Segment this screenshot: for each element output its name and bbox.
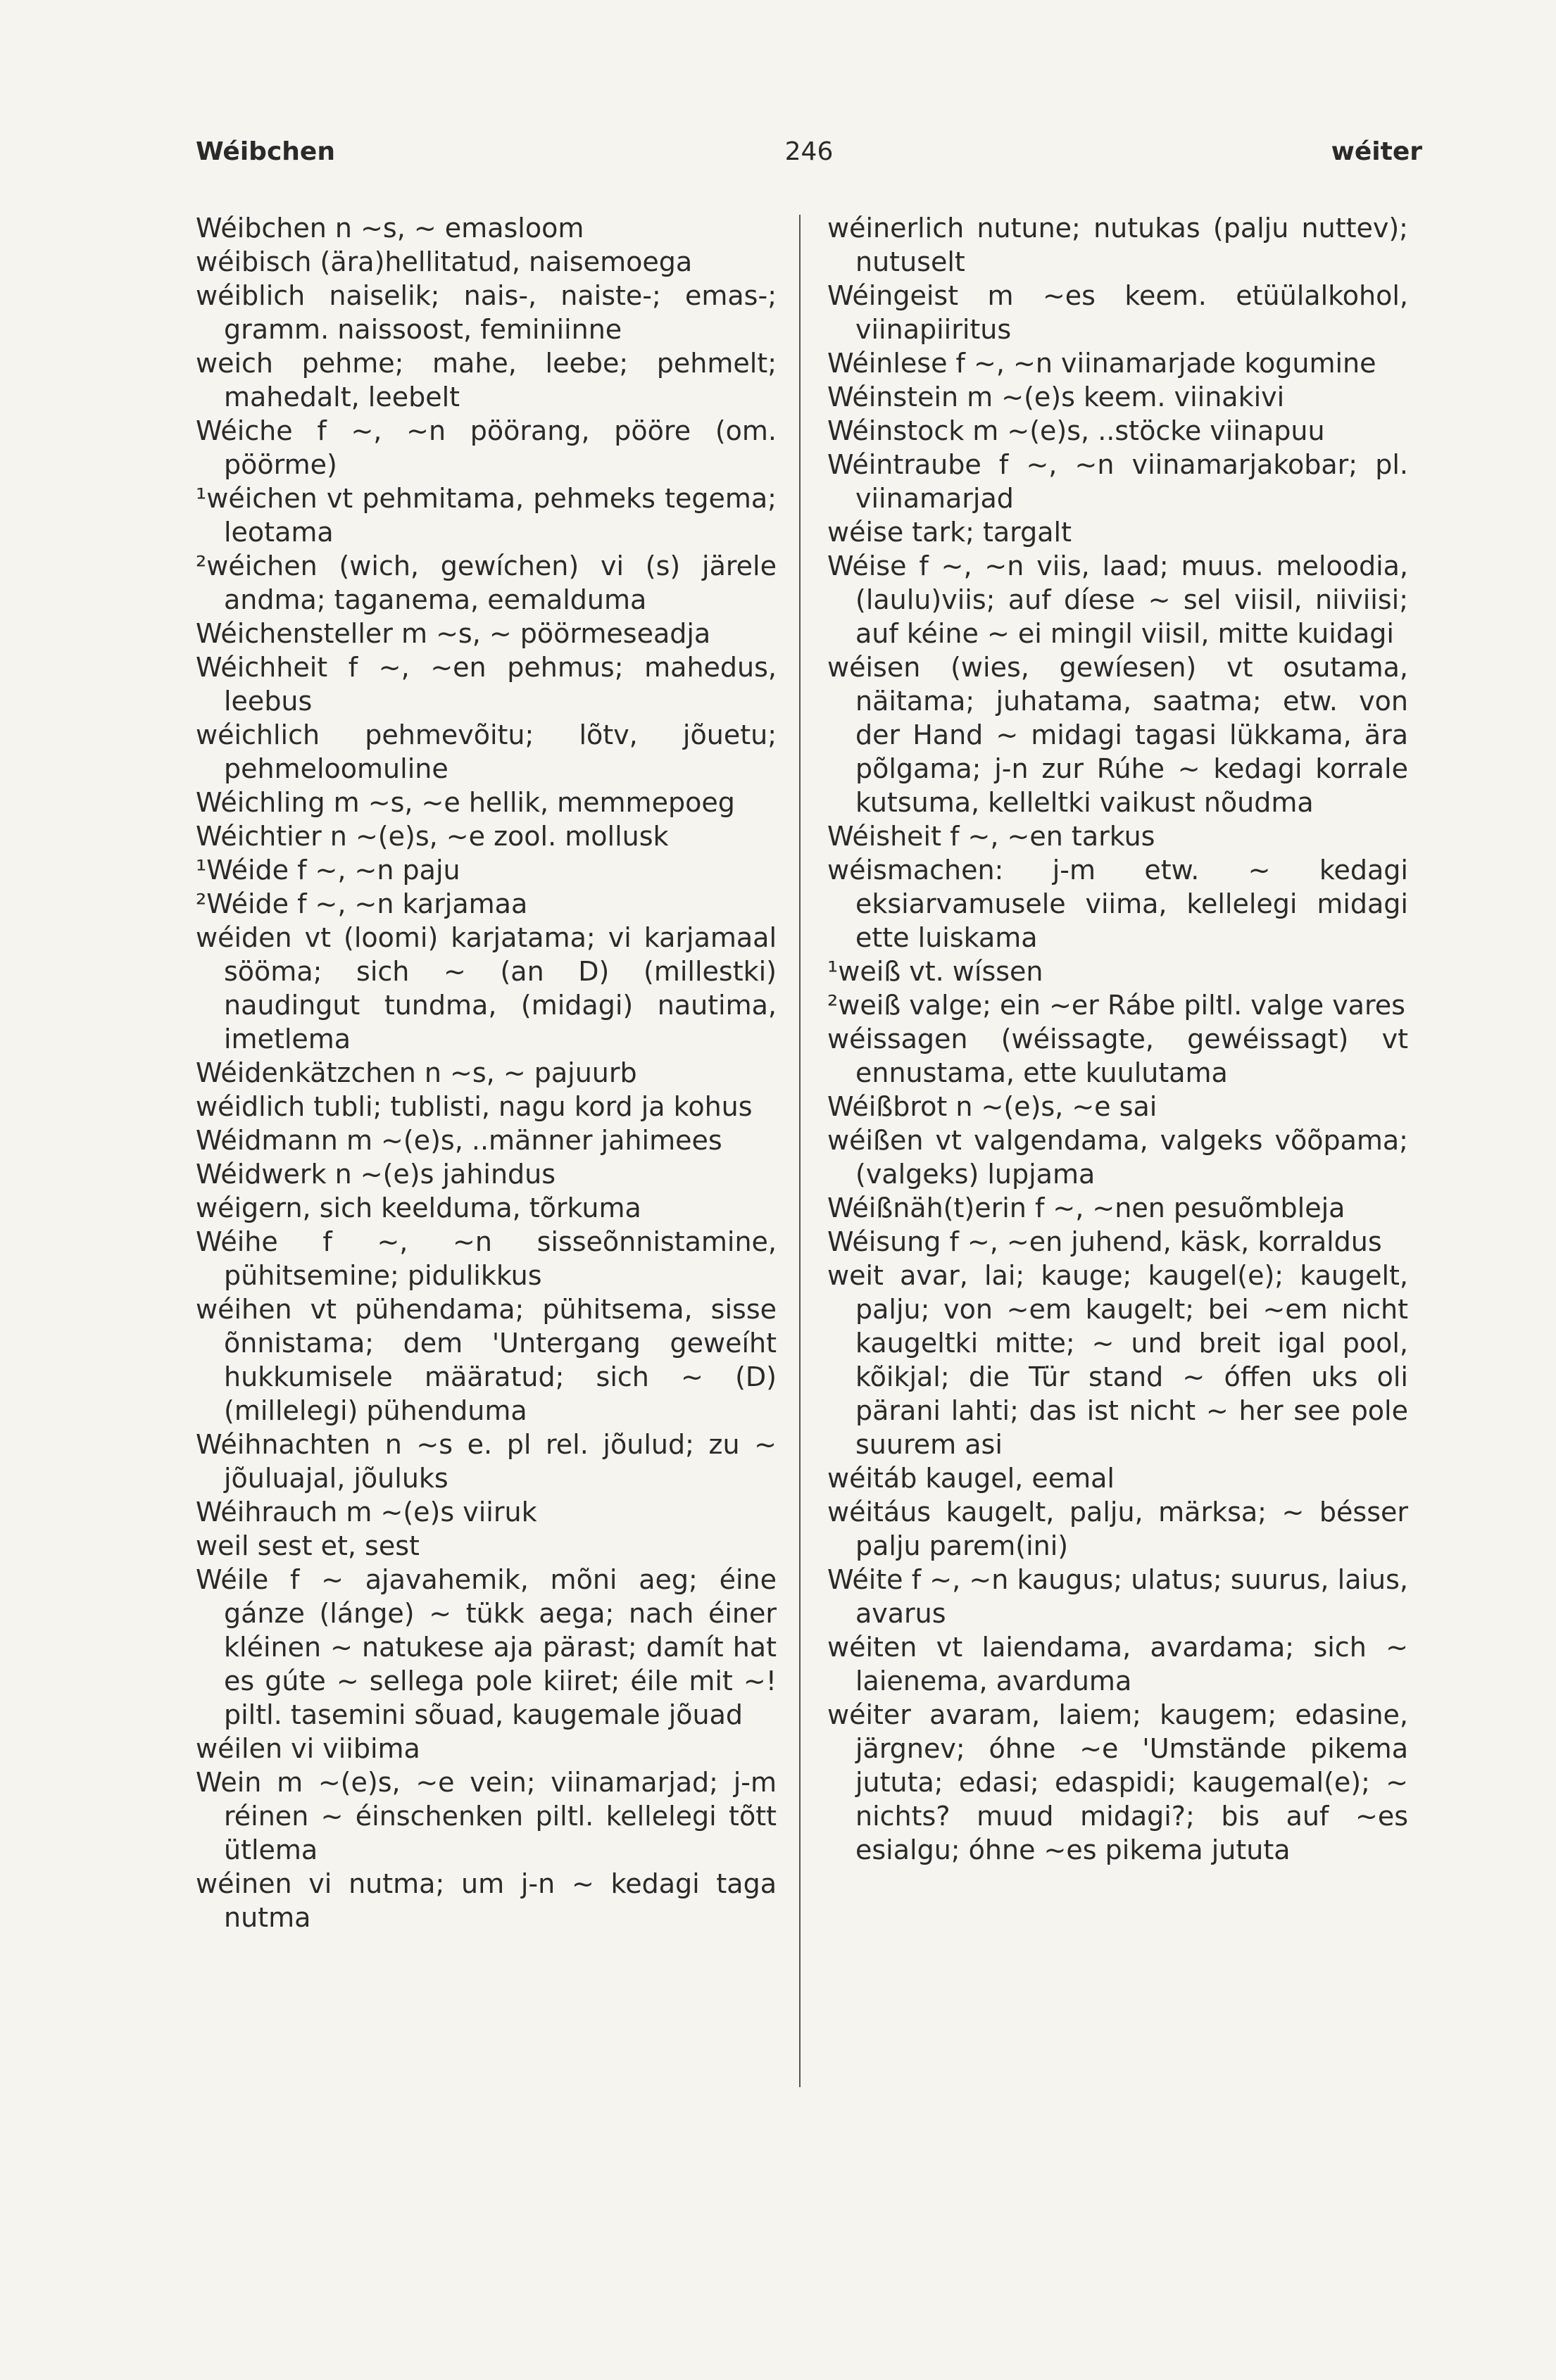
dictionary-entry: weil sest et, sest	[196, 1530, 420, 1561]
dictionary-entry: wéitáus kaugelt, palju, märksa; ~ bésser palju parem(ini)	[827, 1497, 1408, 1561]
dictionary-entry: wéiten vt laiendama, avardama; sich ~ laienema, avarduma	[827, 1632, 1408, 1696]
dictionary-entry: wéisen (wies, gewíesen) vt osutama, näitama; juhatama, saatma; etw. von der Hand ~ midagi tagasi lükkama, ära põlgama; j-n zur Rúhe ~ kedagi korrale kutsuma, kelleltki vaikust nõudma	[827, 652, 1408, 818]
left-column	[196, 211, 777, 1934]
dictionary-entry: Wéichling m ~s, ~e hellik, memmepoeg	[196, 787, 735, 818]
page-number: 246	[784, 137, 834, 166]
dictionary-entry: Wéintraube f ~, ~n viinamarjakobar; pl. viinamarjad	[827, 449, 1408, 514]
dictionary-entry: Wéinlese f ~, ~n viinamarjade kogumine	[827, 348, 1376, 379]
dictionary-entry: wéinen vi nutma; um j-n ~ kedagi taga nutma	[196, 1868, 777, 1933]
dictionary-entry: wéiter avaram, laiem; kaugem; edasine, järgnev; óhne ~e 'Umstände pikema jututa; edasi; edaspidi; kaugemal(e); ~ nichts? muud midagi?; bis auf ~es esialgu; óhne ~es pikema jututa	[827, 1699, 1408, 1865]
dictionary-entry: Wéidmann m ~(e)s, ..männer jahimees	[196, 1125, 722, 1156]
dictionary-entry: wéilen vi viibima	[196, 1733, 420, 1764]
dictionary-entry: Wéidwerk n ~(e)s jahindus	[196, 1159, 556, 1190]
dictionary-entry: wéigern, sich keelduma, tõrkuma	[196, 1192, 641, 1223]
dictionary-entry: Wéihnachten n ~s e. pl rel. jõulud; zu ~ jõuluajal, jõuluks	[196, 1429, 777, 1494]
dictionary-entry: wéidlich tubli; tublisti, nagu kord ja kohus	[196, 1091, 753, 1122]
dictionary-entry: Wéihrauch m ~(e)s viiruk	[196, 1497, 537, 1528]
dictionary-entry: wéibisch (ära)hellitatud, naisemoega	[196, 246, 693, 277]
dictionary-entry: wéinerlich nutune; nutukas (palju nuttev); nutuselt	[827, 213, 1408, 277]
dictionary-entry: Wéißbrot n ~(e)s, ~e sai	[827, 1091, 1157, 1122]
dictionary-entry: Wéichensteller m ~s, ~ pöörmeseadja	[196, 618, 711, 649]
dictionary-entry: Wéile f ~ ajavahemik, mõni aeg; éine gánze (lánge) ~ tükk aega; nach éiner kléinen ~ natukese aja pärast; damít hat es gúte ~ sellega pole kiiret; éile mit ~! piltl. tasemini sõuad, kaugemale jõuad	[196, 1564, 777, 1730]
dictionary-entry: Wéingeist m ~es keem. etüülalkohol, viinapiiritus	[827, 280, 1408, 345]
column-divider	[799, 215, 801, 2087]
dictionary-entry: ²wéichen (wich, gewíchen) vi (s) järele andma; taganema, eemalduma	[196, 550, 777, 615]
dictionary-entry: weit avar, lai; kauge; kaugel(e); kaugelt, palju; von ~em kaugelt; bei ~em nicht kaugeltki mitte; ~ und breit igal pool, kõikjal; die Tür stand ~ óffen uks oli pärani lahti; das ist nicht ~ her see pole suurem asi	[827, 1260, 1408, 1460]
dictionary-entry: Wéibchen n ~s, ~ emasloom	[196, 213, 584, 244]
dictionary-entry: Wéisheit f ~, ~en tarkus	[827, 821, 1155, 852]
dictionary-entry: wéiblich naiselik; nais-, naiste-; emas-; gramm. naissoost, feminiinne	[196, 280, 777, 345]
dictionary-entry: ²weiß valge; ein ~er Rábe piltl. valge vares	[827, 990, 1405, 1021]
dictionary-entry: wéismachen: j-m etw. ~ kedagi eksiarvamusele viima, kellelegi midagi ette luiskama	[827, 855, 1408, 953]
dictionary-entry: ²Wéide f ~, ~n karjamaa	[196, 888, 528, 919]
page-header	[196, 137, 1422, 180]
dictionary-entry: Wéihe f ~, ~n sisseõnnistamine, pühitsemine; pidulikkus	[196, 1226, 777, 1291]
dictionary-entry: Wéichheit f ~, ~en pehmus; mahedus, leebus	[196, 652, 777, 717]
header-first-word: Wéibchen	[196, 137, 335, 166]
right-column	[827, 211, 1408, 1867]
dictionary-entry: Wéise f ~, ~n viis, laad; muus. meloodia, (laulu)viis; auf díese ~ sel viisil, niiviisi; auf kéine ~ ei mingil viisil, mitte kuidagi	[827, 550, 1408, 649]
dictionary-entry: wéissagen (wéissagte, gewéissagt) vt ennustama, ette kuulutama	[827, 1024, 1408, 1088]
dictionary-entry: wéiden vt (loomi) karjatama; vi karjamaal sööma; sich ~ (an D) (millestki) naudingut tundma, (midagi) nautima, imetlema	[196, 922, 777, 1054]
dictionary-entry: wéichlich pehmevõitu; lõtv, jõuetu; pehmeloomuline	[196, 719, 777, 784]
header-last-word: wéiter	[1331, 137, 1422, 166]
dictionary-entry: wéihen vt pühendama; pühitsema, sisse õnnistama; dem 'Untergang geweíht hukkumisele määratud; sich ~ (D) (millelegi) pühenduma	[196, 1294, 777, 1426]
dictionary-entry: Wéißnäh(t)erin f ~, ~nen pesuõmbleja	[827, 1192, 1345, 1223]
dictionary-entry: wéißen vt valgendama, valgeks võõpama; (valgeks) lupjama	[827, 1125, 1408, 1190]
dictionary-entry: Wéisung f ~, ~en juhend, käsk, korraldus	[827, 1226, 1382, 1257]
dictionary-entry: ¹Wéide f ~, ~n paju	[196, 855, 460, 886]
dictionary-entry: ¹wéichen vt pehmitama, pehmeks tegema; leotama	[196, 483, 777, 548]
dictionary-entry: Wéinstein m ~(e)s keem. viinakivi	[827, 382, 1285, 413]
dictionary-entry: Wéinstock m ~(e)s, ..stöcke viinapuu	[827, 415, 1325, 446]
dictionary-entry: Wéichtier n ~(e)s, ~e zool. mollusk	[196, 821, 669, 852]
dictionary-entry: weich pehme; mahe, leebe; pehmelt; mahedalt, leebelt	[196, 348, 777, 413]
dictionary-entry: wéitáb kaugel, eemal	[827, 1463, 1115, 1494]
dictionary-entry: Wein m ~(e)s, ~e vein; viinamarjad; j-m réinen ~ éinschenken piltl. kellelegi tõtt ütlema	[196, 1767, 777, 1865]
dictionary-entry: wéise tark; targalt	[827, 517, 1072, 548]
dictionary-entry: Wéiche f ~, ~n pöörang, pööre (om. pöörme)	[196, 415, 777, 480]
dictionary-entry: Wéite f ~, ~n kaugus; ulatus; suurus, laius, avarus	[827, 1564, 1408, 1629]
dictionary-entry: ¹weiß vt. wíssen	[827, 956, 1043, 987]
dictionary-entry: Wéidenkätzchen n ~s, ~ pajuurb	[196, 1057, 637, 1088]
